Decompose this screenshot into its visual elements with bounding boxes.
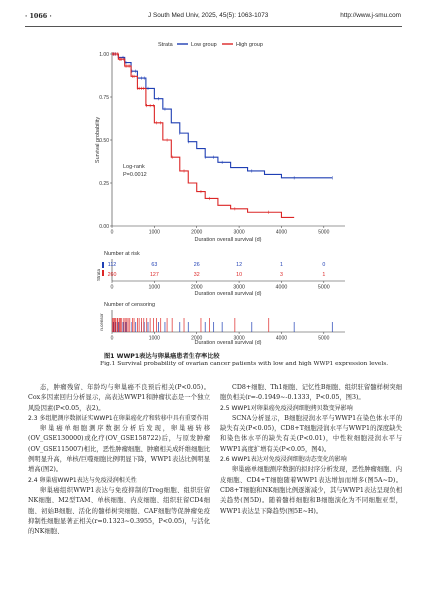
censor-x-tick-label: 3000 (233, 335, 245, 342)
paragraph-right-4: 卵巢癌单细胞测序数据的拟时序分析发现，恶性肿瘤细胞、内皮细胞、CD4+T细胞随着WWP1表达增加而增多(图5A~D)。CD8+T细胞和NK细胞比例逐渐减少，其与WWP1表达呈现负相关趋势(图5D)。随着髓样细胞和B细胞演化为不同细胞亚型，WWP1表达呈下降趋势(图5E~H)。 (220, 466, 403, 515)
risk-table-title: Number at risk (104, 251, 140, 257)
risk-value: 1 (322, 272, 326, 278)
risk-value: 12 (236, 262, 243, 268)
section-heading-left-3: 2.4 卵巢癌WWP1表达与免疫浸润相关性 (28, 476, 137, 484)
paragraph-left-2: 卵巢癌单细胞测序数据分析后发现，卵巢癌转移(OV_GSE130000)或化疗(OV_GSE158722)后，与原发肿瘤(OV_GSE115007)相比，恶性肿瘤细胞、肿瘤相关成纤维细胞比例明显升高，单核/巨噬细胞比例明显下降，WWP1表达比例明显增高(图2)。 (28, 425, 210, 474)
figure-caption-cn: 图1 WWP1表达与卵巢癌患者生存率比较 (104, 353, 220, 360)
paragraph-right-2: SCNA分析显示，B细胞浸润水平与WWP1在染色体水平的缺失有关(P<0.05)，CD8+T细胞浸润水平与WWP1的深度缺失和染色体水平的缺失有关(P<0.01)，中性粒细胞浸润水平与WWP1高度扩增有关(P<0.05，图4)。 (220, 414, 402, 453)
censor-x-tick-label: 1000 (148, 335, 160, 342)
km-y-tick-label: 0.50 (99, 137, 109, 144)
risk-value: 63 (151, 262, 158, 268)
censor-x-tick-label: 0 (110, 335, 114, 342)
km-y-tick-label: 0.00 (99, 223, 109, 230)
km-x-tick-label: 2000 (191, 229, 203, 236)
km-y-tick-label: 1.00 (99, 51, 109, 58)
risk-x-tick-label: 5000 (317, 284, 330, 291)
risk-value: 10 (236, 272, 243, 278)
section-heading-right-3: 2.6 WWP1表达对免疫浸润细胞动态变化的影响 (220, 456, 347, 464)
legend-high-label: High group (236, 42, 263, 48)
km-y-label: Survival probability (95, 116, 101, 164)
risk-value: 32 (193, 272, 200, 278)
paragraph-left-0: 态，肿瘤残留、年龄均与卵巢癌不良预后相关(P<0.05)。Cox多因素回归分析显示，高表达WWP1和肿瘤状态是一个独立风险因素(P<0.05，表2)。 (28, 384, 210, 412)
journal-url[interactable]: http://www.j-smu.com (340, 12, 401, 19)
risk-value: 3 (279, 272, 283, 278)
risk-value: 26 (193, 262, 200, 268)
legend-low-label: Low group (191, 42, 217, 48)
risk-x-tick-label: 3000 (233, 284, 245, 291)
km-x-tick-label: 0 (110, 229, 114, 236)
risk-table (96, 251, 345, 297)
censor-x-tick-label: 2000 (191, 335, 203, 342)
censoring-panel (99, 302, 345, 345)
paragraph-right-0: CD8+细胞、Th1细胞、记忆性B细胞、组织驻留髓样树突细胞负相关(r=-0.1949~-0.1333，P<0.05，图3)。 (220, 384, 402, 402)
risk-x-tick-label: 2000 (190, 284, 203, 291)
risk-value: 260 (107, 272, 117, 278)
risk-x-tick-label: 4000 (275, 284, 288, 291)
km-curves (112, 52, 332, 217)
risk-x-tick-label: 0 (110, 284, 114, 291)
km-x-tick-label: 5000 (318, 229, 330, 236)
km-x-tick-label: 4000 (275, 229, 288, 236)
legend-strata-label: Strata (158, 42, 173, 48)
section-heading-right-1: 2.5 WWP1对卵巢癌免疫浸润细胞拷贝数变异影响 (220, 404, 353, 412)
journal-citation: J South Med Univ, 2025, 45(5): 1063-1073 (148, 12, 269, 19)
section-heading-left-1: 2.3 多组肥测序数据证实WWP1在卵巢癌化疗和转移中具有重要作用 (28, 414, 209, 422)
body-column-left (28, 383, 210, 537)
figure-caption-en: Fig.1 Survival probability of ovarian cancer patients with low and high WWP1 expression levels. (100, 361, 389, 367)
km-y-tick-label: 0.75 (99, 94, 109, 101)
km-axes (95, 52, 345, 243)
censor-title: Number of censoring (104, 302, 156, 308)
risk-x-label: Duration overall survival (d) (194, 291, 262, 297)
km-x-tick-label: 1000 (148, 229, 160, 236)
censor-x-tick-label: 5000 (318, 335, 330, 342)
logrank-p: P=0.0012 (123, 172, 147, 178)
body-column-right (220, 383, 402, 517)
km-curve-low (112, 54, 332, 178)
risk-value: 0 (322, 262, 326, 268)
censor-x-tick-label: 4000 (275, 335, 288, 342)
km-x-tick-label: 3000 (233, 229, 245, 236)
risk-value: 127 (149, 272, 159, 278)
risk-strata-label: Strata (96, 268, 101, 282)
page-number: · 1066 · (25, 12, 52, 20)
risk-value: 112 (107, 262, 117, 268)
risk-x-tick-label: 1000 (148, 284, 161, 291)
km-x-label: Duration overall survival (d) (194, 237, 262, 243)
paragraph-left-4: 卵巢癌组织WWP1表达与免疫抑制的Treg细胞、组织驻留NK细胞、M2型TAM、单核细胞、内皮细胞、组织驻留CD4细胞、初始B细胞、活化的髓样树突细胞、CAF细胞等促肿瘤免疫抑制性细胞显著正相关(r=0.1323~0.3955，P<0.05)，与活化的NK细胞、 (28, 486, 210, 536)
km-legend (158, 42, 263, 48)
logrank-title: Log-rank (123, 164, 145, 170)
censor-y-label: n.censor (99, 313, 104, 331)
censor-x-label: Duration overall survival (d) (194, 340, 262, 345)
km-y-tick-label: 0.25 (99, 180, 109, 187)
risk-value: 1 (279, 262, 283, 268)
